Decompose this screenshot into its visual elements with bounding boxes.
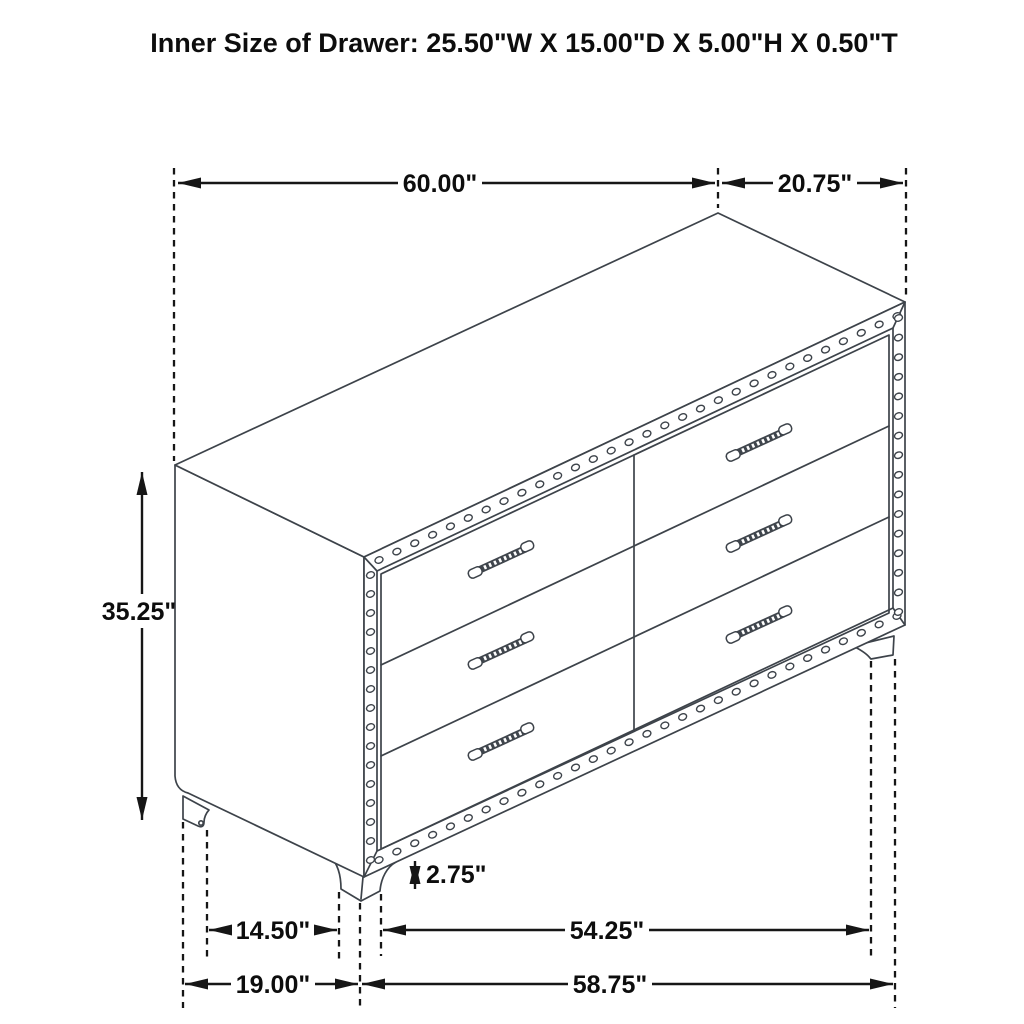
dim-label-leg-height: 2.75" [426, 861, 487, 889]
dim-label-front-leg-outer: 58.75" [572, 971, 648, 999]
dim-label-top-depth: 20.75" [777, 170, 853, 198]
dim-label-front-leg-inner: 54.25" [569, 917, 645, 945]
dim-label-side-leg-inner: 14.50" [235, 917, 311, 945]
drawer-inner-size-title: Inner Size of Drawer: 25.50"W X 15.00"D X 5.00"H X 0.50"T [150, 28, 898, 58]
dim-label-height: 35.25" [101, 598, 177, 626]
dim-label-side-leg-outer: 19.00" [235, 971, 311, 999]
dresser-drawing [175, 213, 905, 901]
dim-label-top-width: 60.00" [402, 170, 478, 198]
